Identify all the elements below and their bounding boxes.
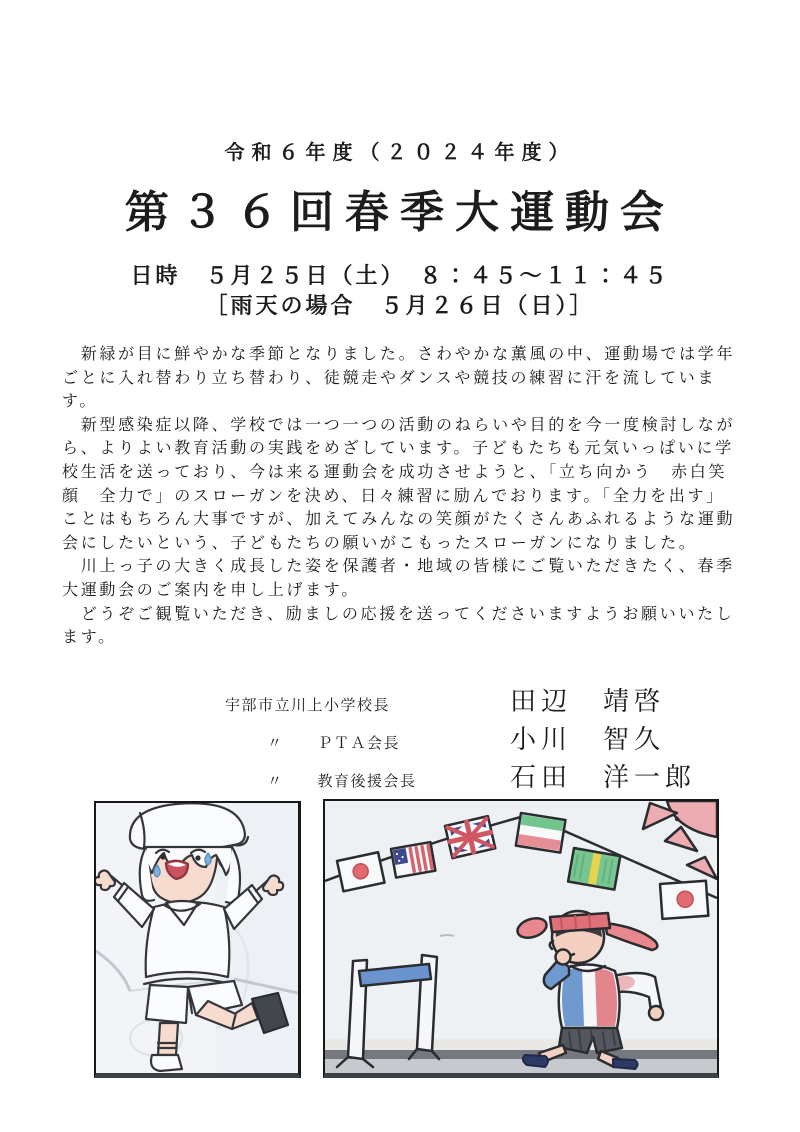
body-line: 顔 全力で」のスローガンを決め、日々練習に励んでおります。「全力を出す」 <box>62 487 725 505</box>
flags-drawing-canvas <box>325 801 717 1073</box>
body-line: ら、よりよい教育活動の実践をめざしています。子どもたちも元気いっぱいに学 <box>62 440 734 458</box>
body-line: 大運動会のご案内を申し上げます。 <box>62 581 360 599</box>
rain-date-line: ［雨天の場合 ５月２６日（日）］ <box>205 293 595 318</box>
school-year-heading: 令和６年度（２０２４年度） <box>224 142 576 164</box>
body-line: 川上っ子の大きく成長した姿を保護者・地域の皆様にご覧いただきたく、春季 <box>62 558 735 576</box>
signature-row-principal <box>225 682 725 720</box>
signature-role: 〃 ＰＴＡ会長 <box>267 735 401 752</box>
child-drawing-flags-runner <box>323 799 719 1078</box>
greeting-text <box>62 343 744 650</box>
body-line: どうぞご観覧いただき、励ましの応援を送ってくださいますようお願いいたし <box>62 605 735 623</box>
event-title: 第３６回春季大運動会 <box>125 188 675 237</box>
body-line: 校生活を送っており、今は来る運動会を成功させようと、「立ち向かう 赤白笑 <box>62 463 728 481</box>
signature-block <box>225 682 725 796</box>
body-line: ごとに入れ替わり立ち替わり、徒競走やダンスや競技の練習に汗を流していま <box>62 369 717 387</box>
body-line: 新緑が目に鮮やかな季節となりました。さわやかな薫風の中、運動場では学年 <box>62 346 736 363</box>
signature-name: 田辺 靖啓 <box>510 686 666 716</box>
usa-flag <box>391 842 435 878</box>
signature-name: 石田 洋一郎 <box>510 762 697 792</box>
runner-drawing-canvas <box>96 803 298 1073</box>
body-line: す。 <box>62 393 99 411</box>
body-line: 新型感染症以降、学校では一つ一つの活動のねらいや目的を今一度検討しなが <box>62 416 736 434</box>
body-line: 会にしたいという、子どもたちの願いがこもったスローガンになりました。 <box>62 534 698 552</box>
striped-flag <box>516 813 566 853</box>
event-datetime: 日時 ５月２５日（土） ８：４５～１１：４５ <box>130 263 670 288</box>
japan-flag <box>660 881 708 919</box>
body-line: ます。 <box>62 629 117 647</box>
signature-name: 小川 智久 <box>510 724 666 754</box>
child-drawing-runner <box>94 801 301 1078</box>
green-flag <box>568 848 620 890</box>
signature-row-pta <box>225 720 725 758</box>
signature-role: 〃 教育後援会長 <box>267 773 417 790</box>
signature-role: 宇部市立川上小学校長 <box>225 697 391 714</box>
signature-row-support-assoc <box>225 758 725 796</box>
body-line: ことはもちろん大事ですが、加えてみんなの笑顔がたくさんあふれるような運動 <box>62 511 736 529</box>
